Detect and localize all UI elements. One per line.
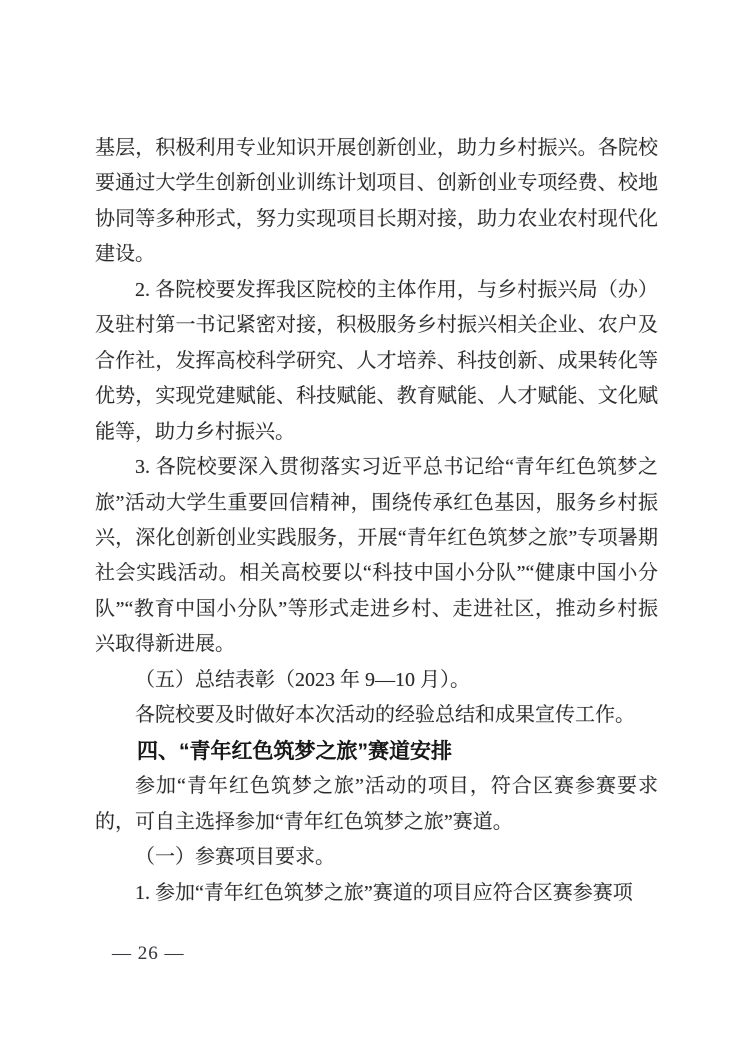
paragraph-summary-commendation: （五）总结表彰（2023 年 9—10 月）。	[135, 668, 470, 691]
document-text-block	[95, 131, 658, 911]
section-heading-track-arrangement: 四、“青年红色筑梦之旅”赛道安排	[137, 739, 452, 763]
paragraph-item-2: 2. 各院校要发挥我区院校的主体作用，与乡村振兴局（办）及驻村第一书记紧密对接，积极服务乡村振兴相关企业、农户及合作社，发挥高校科学研究、人才培养、科技创新、成果转化等优势，实现党建赋能、科技赋能、教育赋能、人才赋能、文化赋能等，助力乡村振兴。	[95, 278, 658, 443]
paragraph-entry-requirement-1: 1. 参加“青年红色筑梦之旅”赛道的项目应符合区赛参赛项	[135, 881, 633, 904]
page-number: — 26 —	[112, 943, 185, 964]
paragraph-track-participation: 参加“青年红色筑梦之旅”活动的项目，符合区赛参赛要求的，可自主选择参加“青年红色筑梦之旅”赛道。	[95, 775, 658, 833]
paragraph-experience-summary: 各院校要及时做好本次活动的经验总结和成果宣传工作。	[135, 704, 635, 727]
paragraph-entry-requirements-title: （一）参赛项目要求。	[135, 846, 335, 869]
paragraph-continuation: 基层，积极利用专业知识开展创新创业，助力乡村振兴。各院校要通过大学生创新创业训练计划项目、创新创业专项经费、校地协同等多种形式，努力实现项目长期对接，助力农业农村现代化建设。	[95, 137, 658, 266]
paragraph-item-3: 3. 各院校要深入贯彻落实习近平总书记给“青年红色筑梦之旅”活动大学生重要回信精神，围绕传承红色基因，服务乡村振兴，深化创新创业实践服务，开展“青年红色筑梦之旅”专项暑期社会实践活动。相关高校要以“科技中国小分队”“健康中国小分队”“教育中国小分队”等形式走进乡村、走进社区，推动乡村振兴取得新进展。	[95, 456, 658, 656]
